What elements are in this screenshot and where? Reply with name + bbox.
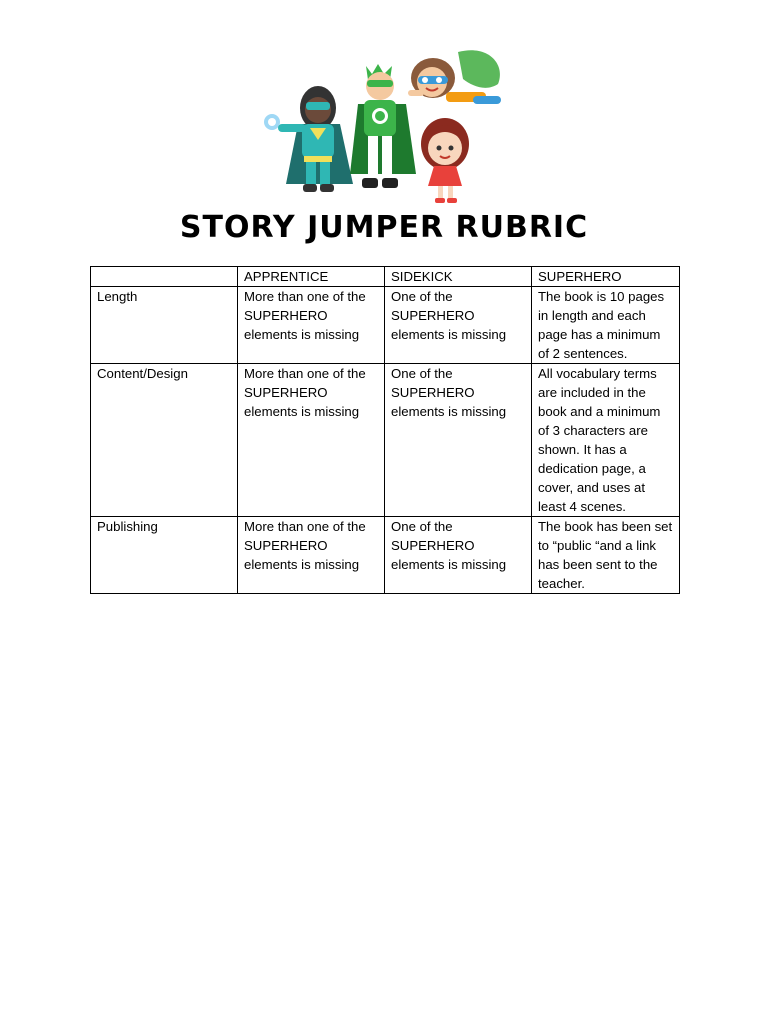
rubric-table <box>90 266 680 594</box>
superhero-cell: All vocabulary terms are included in the book and a minimum of 3 characters are shown. It has a dedication page, a cover, and uses at least 4 scenes. <box>532 364 680 517</box>
apprentice-cell: More than one of the SUPERHERO elements is missing <box>238 287 385 364</box>
row-label: Content/Design <box>91 364 238 517</box>
header-cell-apprentice: APPRENTICE <box>238 267 385 287</box>
table-row <box>91 364 680 517</box>
header-cell-sidekick: SIDEKICK <box>385 267 532 287</box>
sidekick-cell: One of the SUPERHERO elements is missing <box>385 287 532 364</box>
superhero-cell: The book is 10 pages in length and each page has a minimum of 2 sentences. <box>532 287 680 364</box>
header-cell-blank <box>91 267 238 287</box>
sidekick-cell: One of the SUPERHERO elements is missing <box>385 517 532 594</box>
page-title: STORY JUMPER RUBRIC <box>179 210 589 245</box>
green-superhero-icon <box>350 64 416 188</box>
header-cell-superhero: SUPERHERO <box>532 267 680 287</box>
table-row <box>91 287 680 364</box>
row-label: Publishing <box>91 517 238 594</box>
apprentice-cell: More than one of the SUPERHERO elements is missing <box>238 517 385 594</box>
girl-icon <box>421 118 469 203</box>
table-row <box>91 517 680 594</box>
apprentice-cell: More than one of the SUPERHERO elements is missing <box>238 364 385 517</box>
row-label: Length <box>91 287 238 364</box>
table-header-row <box>91 267 680 287</box>
teal-superhero-icon <box>264 86 353 192</box>
superhero-kids-illustration <box>258 44 508 204</box>
sidekick-cell: One of the SUPERHERO elements is missing <box>385 364 532 517</box>
superhero-cell: The book has been set to “public “and a link has been sent to the teacher. <box>532 517 680 594</box>
flying-superhero-icon <box>408 50 501 104</box>
